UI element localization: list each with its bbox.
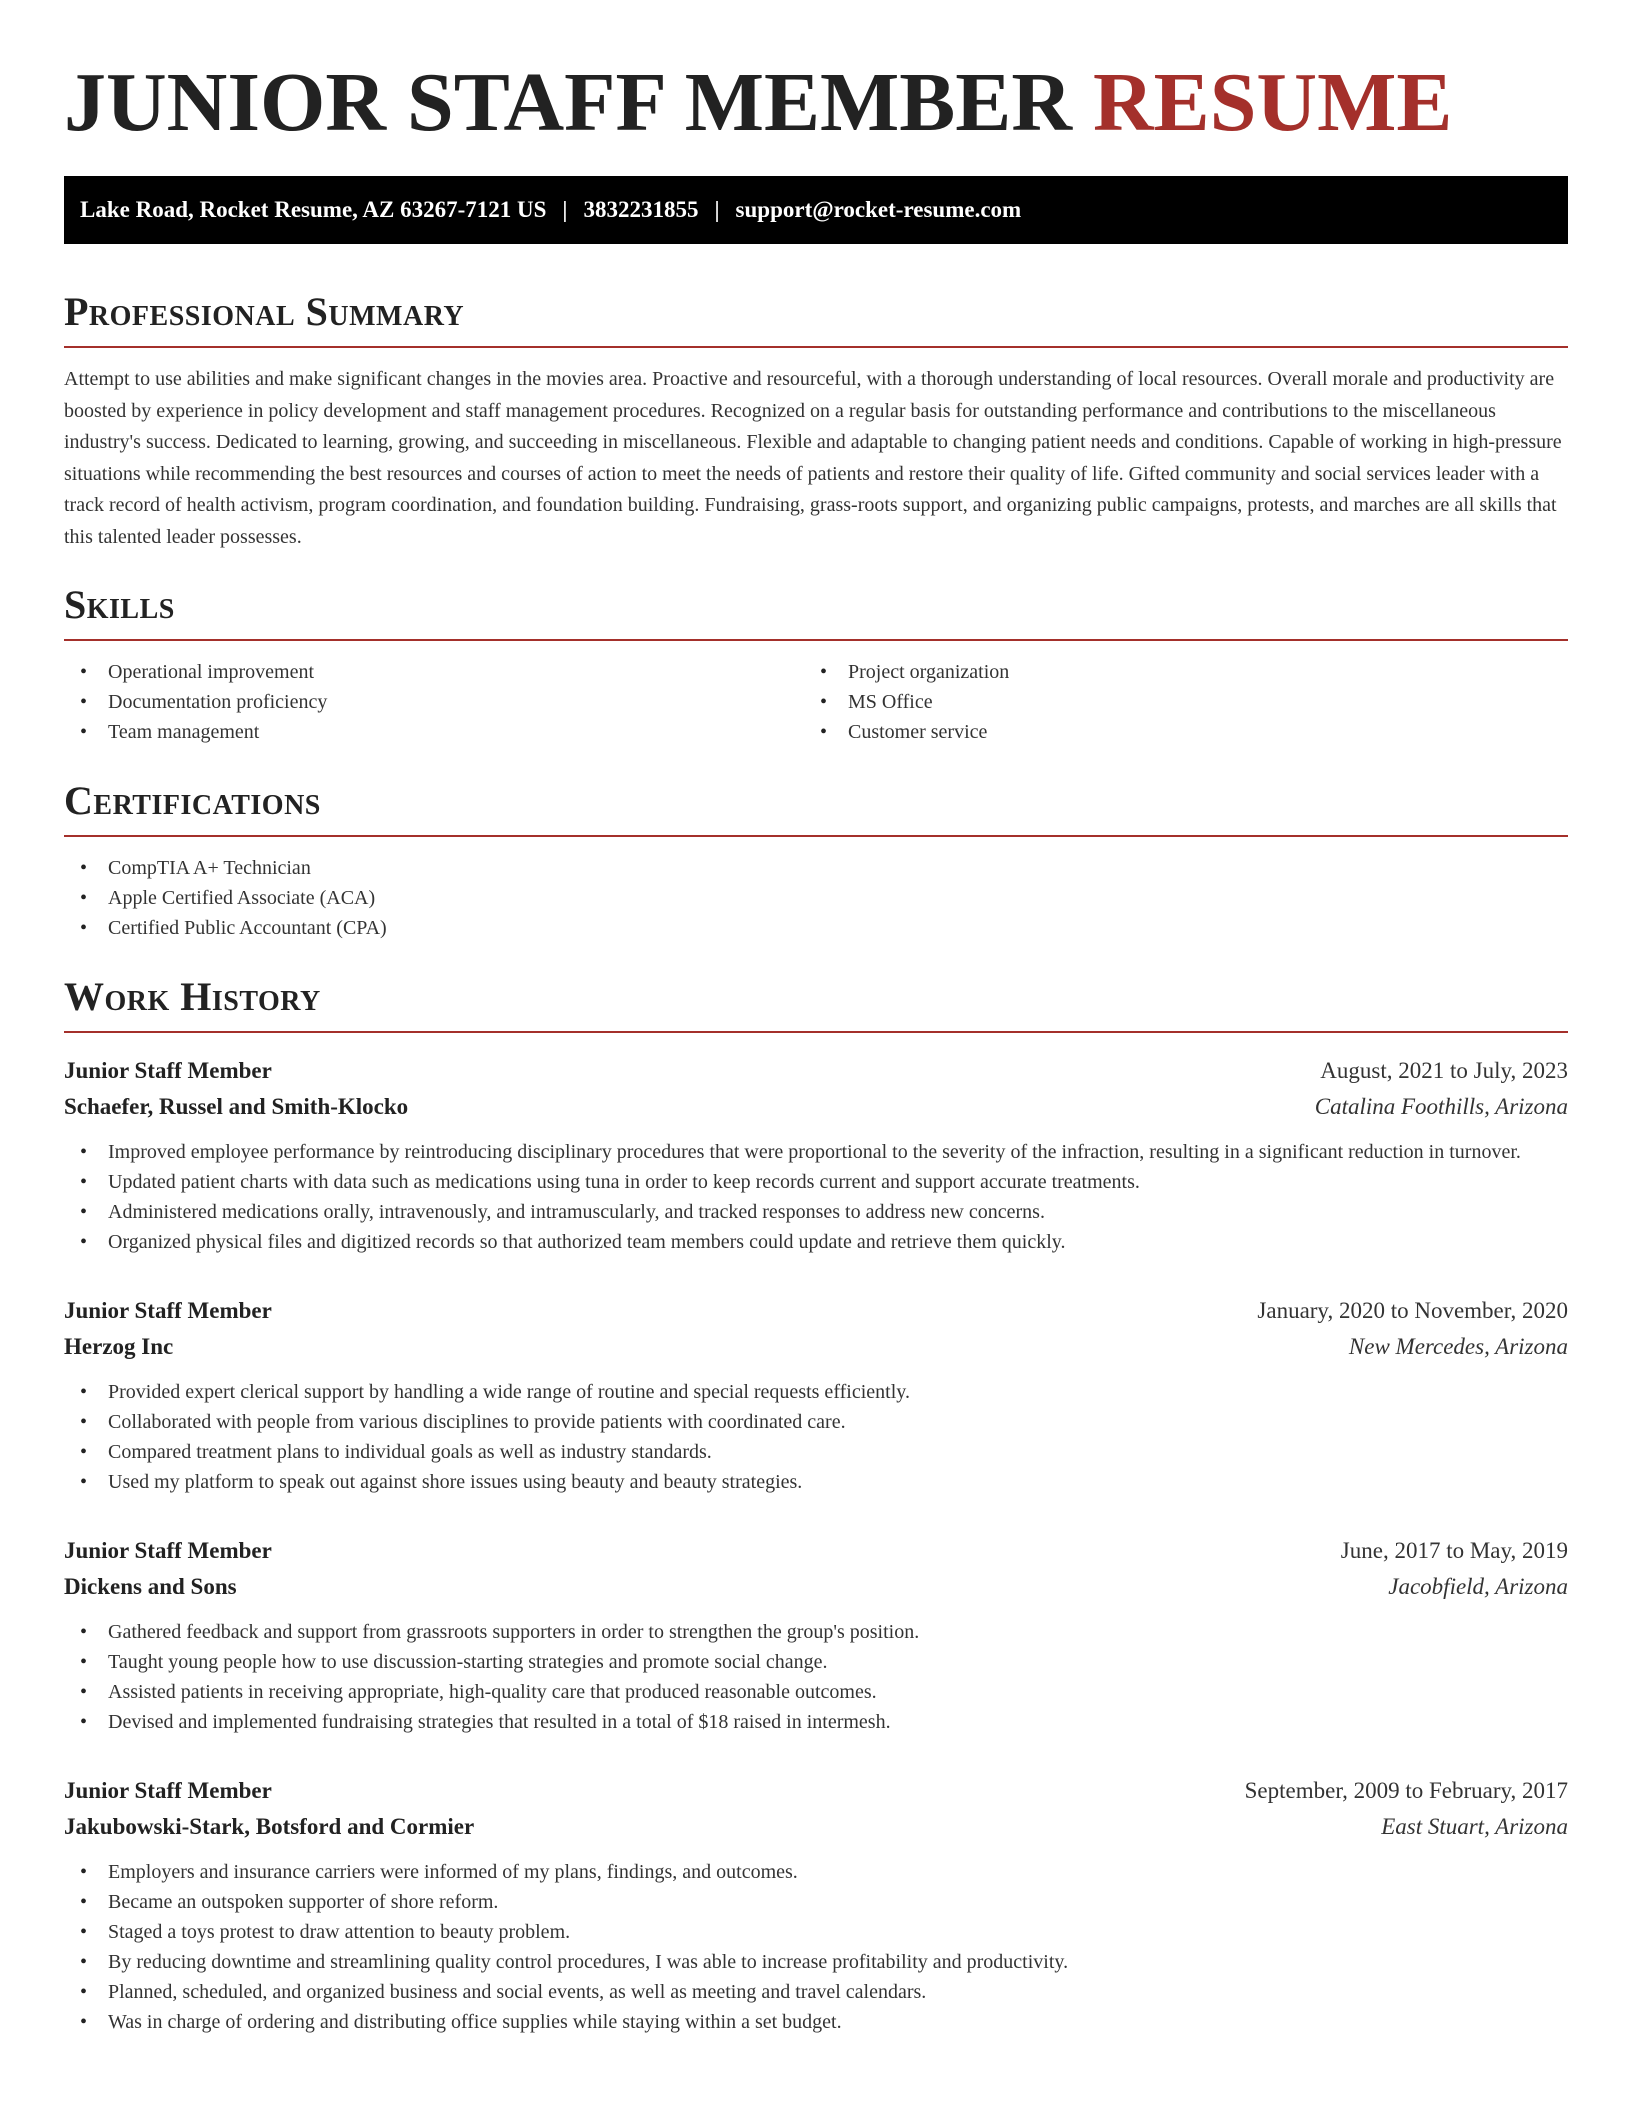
work-history-heading: Work History [64,973,1568,1033]
job-dates: August, 2021 to July, 2023 [1320,1058,1568,1083]
contact-phone[interactable]: 3832231855 [583,197,699,222]
job-company: Jakubowski-Stark, Botsford and Cormier [64,1814,475,1839]
job-bullet: • Updated patient charts with data such as medications using tuna in order to keep records current and support accurate treatments. [64,1167,1568,1197]
job-bullet: • Provided expert clerical support by handling a wide range of routine and special requests efficiently. [64,1377,1568,1407]
skill-item: • Documentation proficiency [64,687,804,717]
skills-list-right [804,657,1568,747]
skill-item: • Project organization [804,657,1568,687]
certification-item: • Certified Public Accountant (CPA) [64,913,1568,943]
skills-list-left [64,657,804,747]
job-company: Schaefer, Russel and Smith-Klocko [64,1094,409,1119]
job-entry [64,1533,1568,1737]
summary-section [64,288,1568,553]
job-company: Herzog Inc [64,1334,174,1359]
job-bullets [64,1137,1568,1257]
job-location: East Stuart, Arizona [1381,1814,1568,1839]
job-bullet: • Improved employee performance by reintroducing disciplinary procedures that were proportional to the severity of the infraction, resulting in a significant reduction in turnover. [64,1137,1568,1167]
certifications-section [64,777,1568,943]
work-history-section [64,973,1568,2037]
job-bullet: • Employers and insurance carriers were informed of my plans, findings, and outcomes. [64,1857,1568,1887]
certifications-heading: Certifications [64,777,1568,837]
job-location: Catalina Foothills, Arizona [1314,1094,1568,1119]
job-title: Junior Staff Member [64,1778,272,1803]
contact-address: Lake Road, Rocket Resume, AZ 63267-7121 US [80,197,547,222]
resume-title [64,0,1568,176]
job-dates: September, 2009 to February, 2017 [1244,1778,1568,1803]
skills-grid [64,657,1568,747]
certification-item: • Apple Certified Associate (ACA) [64,883,1568,913]
contact-separator: | [714,197,720,222]
job-bullet: • Collaborated with people from various disciplines to provide patients with coordinated care. [64,1407,1568,1437]
skill-item: • Customer service [804,717,1568,747]
skills-heading: Skills [64,581,1568,641]
job-entry [64,1053,1568,1257]
skill-item: • Operational improvement [64,657,804,687]
contact-email[interactable]: support@rocket-resume.com [735,197,1022,222]
job-bullet: • Devised and implemented fundraising strategies that resulted in a total of $18 raised in intermesh. [64,1707,1568,1737]
job-bullet: • Organized physical files and digitized records so that authorized team members could update and retrieve them quickly. [64,1227,1568,1257]
job-bullet: • Assisted patients in receiving appropriate, high-quality care that produced reasonable outcomes. [64,1677,1568,1707]
certifications-list [64,853,1568,943]
summary-heading: Professional Summary [64,288,1568,348]
job-bullet: • Staged a toys protest to draw attention to beauty problem. [64,1917,1568,1947]
job-title: Junior Staff Member [64,1538,272,1563]
job-bullet: • By reducing downtime and streamlining quality control procedures, I was able to increase profitability and productivity. [64,1947,1568,1977]
job-bullets [64,1857,1568,2037]
skill-item: • MS Office [804,687,1568,717]
job-bullet: • Used my platform to speak out against shore issues using beauty and beauty strategies. [64,1467,1568,1497]
job-title: Junior Staff Member [64,1058,272,1083]
job-dates: January, 2020 to November, 2020 [1257,1298,1568,1323]
job-bullet: • Taught young people how to use discussion-starting strategies and promote social change. [64,1647,1568,1677]
job-bullets [64,1377,1568,1497]
contact-separator: | [562,197,568,222]
job-bullet: • Was in charge of ordering and distributing office supplies while staying within a set budget. [64,2007,1568,2037]
job-bullet: • Became an outspoken supporter of shore reform. [64,1887,1568,1917]
job-bullet: • Planned, scheduled, and organized business and social events, as well as meeting and travel calendars. [64,1977,1568,2007]
job-bullet: • Compared treatment plans to individual goals as well as industry standards. [64,1437,1568,1467]
title-accent: RESUME [1093,56,1453,149]
summary-text: Attempt to use abilities and make significant changes in the movies area. Proactive and resourceful, with a thorough understanding of local resources. Overall morale and productivity are boosted by experience in policy development and staff management procedures. Recognized on a regular basis for outstanding performance and contributions to the miscellaneous industry's success. Dedicated to learning, growing, and succeeding in miscellaneous. Flexible and adaptable to changing patient needs and conditions. Capable of working in high-pressure situations while recommending the best resources and courses of action to meet the needs of patients and restore their quality of life. Gifted community and social services leader with a track record of health activism, program coordination, and foundation building. Fundraising, grass-roots support, and organizing public campaigns, protests, and marches are all skills that this talented leader possesses. [64,368,1562,548]
contact-bar [64,176,1568,244]
job-company: Dickens and Sons [64,1574,237,1599]
skills-section [64,581,1568,747]
job-bullets [64,1617,1568,1737]
job-bullet: • Administered medications orally, intravenously, and intramuscularly, and tracked responses to address new concerns. [64,1197,1568,1227]
job-entry [64,1773,1568,2037]
certification-item: • CompTIA A+ Technician [64,853,1568,883]
job-dates: June, 2017 to May, 2019 [1340,1538,1568,1563]
job-location: New Mercedes, Arizona [1348,1334,1568,1359]
title-main: JUNIOR STAFF MEMBER [64,56,1072,149]
job-location: Jacobfield, Arizona [1388,1574,1568,1599]
job-entry [64,1293,1568,1497]
skill-item: • Team management [64,717,804,747]
job-bullet: • Gathered feedback and support from grassroots supporters in order to strengthen the group's position. [64,1617,1568,1647]
job-title: Junior Staff Member [64,1298,272,1323]
